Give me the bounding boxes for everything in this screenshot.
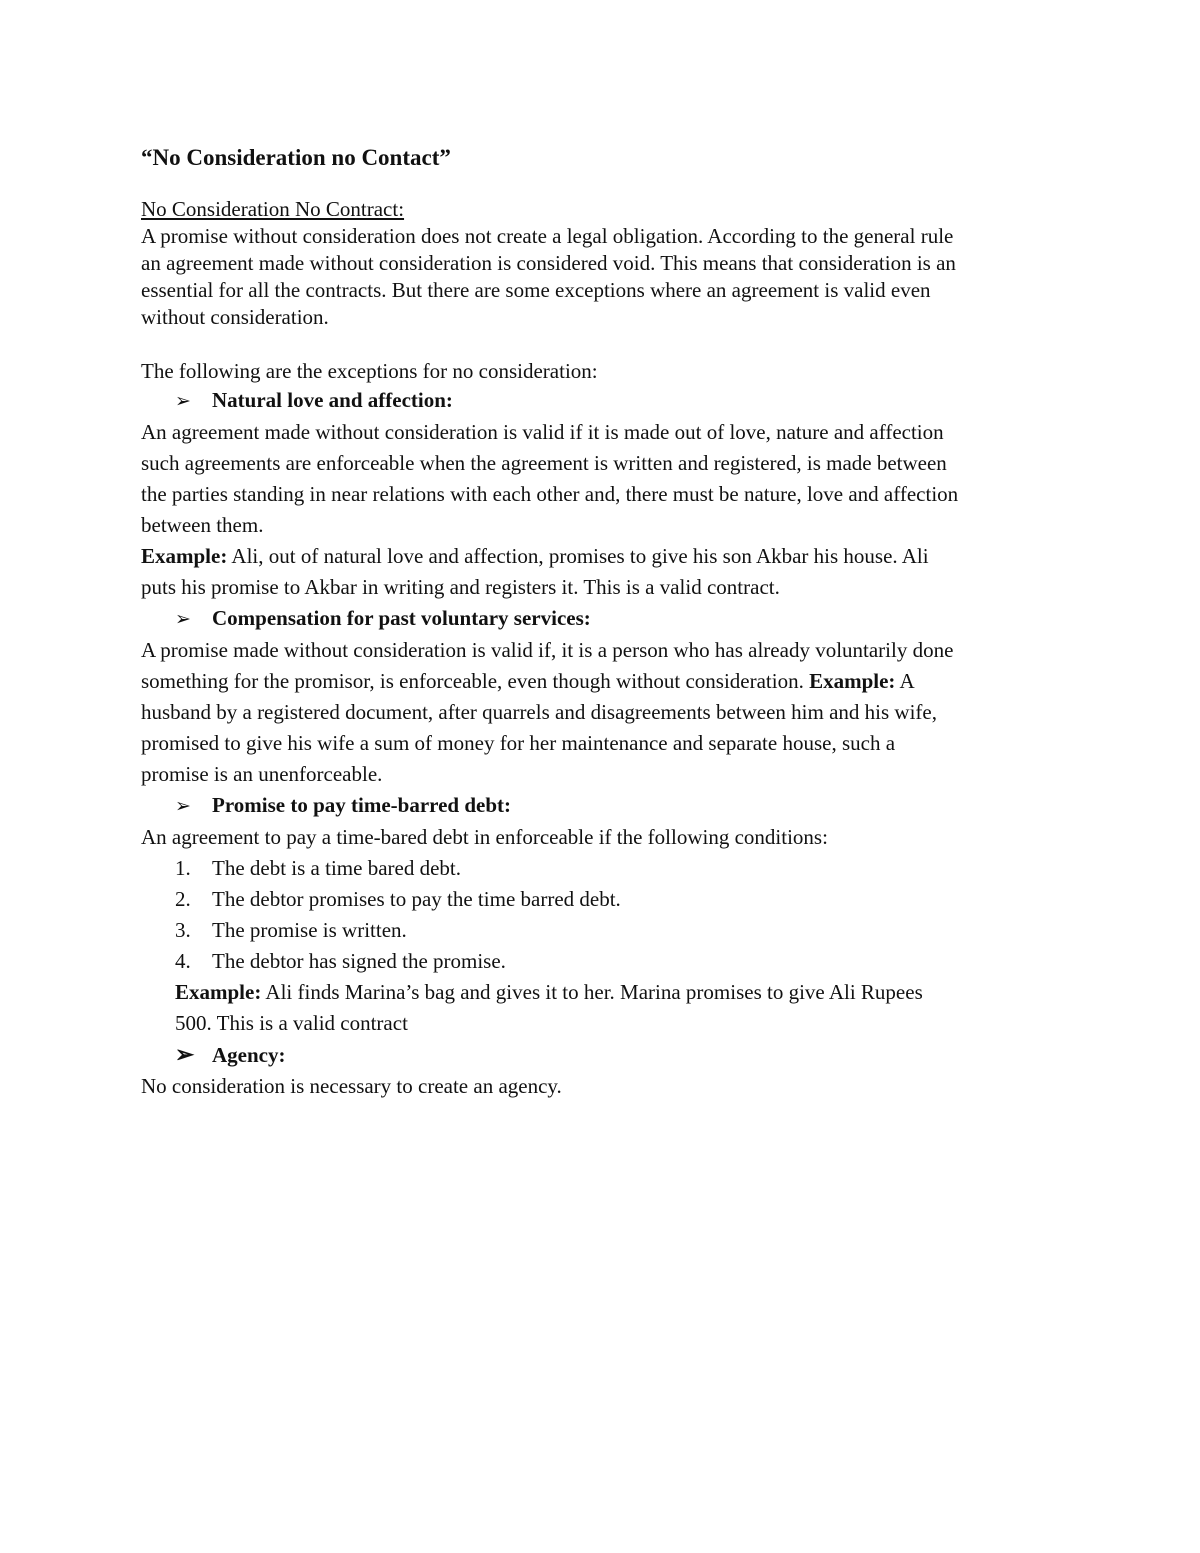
- list-item: [175, 915, 1071, 946]
- list-number: 1.: [175, 856, 191, 880]
- arrow-bullet-icon: ➢: [175, 391, 191, 412]
- list-item: [175, 853, 1071, 884]
- bullet-heading: Compensation for past voluntary services:: [212, 606, 591, 630]
- arrow-bullet-icon: ➢: [175, 609, 191, 630]
- paragraph-line: An agreement to pay a time-bared debt in enforceable if the following conditions:: [141, 825, 828, 849]
- natural-love-paragraph: [141, 417, 1071, 541]
- paragraph-line: No consideration is necessary to create an agency.: [141, 1074, 562, 1098]
- intro-paragraph: [141, 223, 1071, 331]
- bullet-compensation: [175, 603, 1071, 635]
- intro-line: A promise without consideration does not create a legal obligation. According to the general rule: [141, 224, 954, 248]
- list-text: The promise is written.: [212, 918, 407, 942]
- paragraph-line: such agreements are enforceable when the agreement is written and registered, is made between: [141, 451, 947, 475]
- list-number: 3.: [175, 918, 191, 942]
- natural-love-example: [141, 541, 1071, 572]
- paragraph-line: An agreement made without consideration is valid if it is made out of love, nature and affection: [141, 420, 944, 444]
- example-text: Ali, out of natural love and affection, promises to give his son Akbar his house. Ali: [227, 544, 929, 568]
- example-label: Example:: [141, 544, 228, 568]
- arrow-bullet-icon: ➢: [175, 1042, 195, 1067]
- bullet-natural-love: [175, 385, 1071, 417]
- document-title: “No Consideration no Contact”: [141, 145, 451, 170]
- example-text: 500. This is a valid contract: [175, 1011, 408, 1035]
- intro-line: an agreement made without consideration is considered void. This means that consideration is an: [141, 251, 956, 275]
- list-number: 2.: [175, 887, 191, 911]
- paragraph-spacer: [141, 331, 1071, 358]
- list-item: [175, 946, 1071, 977]
- paragraph-line: husband by a registered document, after quarrels and disagreements between him and his wife,: [141, 700, 937, 724]
- paragraph-line: A promise made without consideration is valid if, it is a person who has already voluntarily done: [141, 638, 954, 662]
- example-label: Example:: [175, 980, 262, 1004]
- list-text: The debtor promises to pay the time barred debt.: [212, 887, 621, 911]
- example-text: puts his promise to Akbar in writing and registers it. This is a valid contract.: [141, 575, 780, 599]
- bullet-heading: Agency:: [212, 1043, 286, 1067]
- list-text: The debtor has signed the promise.: [212, 949, 506, 973]
- paragraph-text: something for the promisor, is enforceable, even though without consideration.: [141, 669, 810, 693]
- bullet-agency: [175, 1039, 1071, 1071]
- time-barred-example: [175, 977, 1071, 1008]
- list-number: 4.: [175, 949, 191, 973]
- paragraph-text: A: [895, 669, 915, 693]
- intro-line: essential for all the contracts. But there are some exceptions where an agreement is valid even: [141, 278, 931, 302]
- conditions-list: [141, 853, 1071, 977]
- list-text: The debt is a time bared debt.: [212, 856, 461, 880]
- section-heading: No Consideration No Contract:: [141, 197, 405, 221]
- bullet-heading: Promise to pay time-barred debt:: [212, 793, 512, 817]
- paragraph-line: the parties standing in near relations with each other and, there must be nature, love and affection: [141, 482, 959, 506]
- arrow-bullet-icon: ➢: [175, 796, 191, 817]
- document-page: [141, 140, 1071, 1102]
- example-label: Example:: [809, 669, 896, 693]
- bullet-time-barred: [175, 790, 1071, 822]
- exceptions-intro: The following are the exceptions for no consideration:: [141, 359, 598, 383]
- intro-line: without consideration.: [141, 305, 329, 329]
- paragraph-line: between them.: [141, 513, 264, 537]
- paragraph-line: promise is an unenforceable.: [141, 762, 383, 786]
- paragraph-line: [141, 666, 1071, 697]
- example-text: Ali finds Marina’s bag and gives it to her. Marina promises to give Ali Rupees: [261, 980, 923, 1004]
- paragraph-line: promised to give his wife a sum of money for her maintenance and separate house, such a: [141, 731, 896, 755]
- bullet-heading: Natural love and affection:: [212, 388, 453, 412]
- list-item: [175, 884, 1071, 915]
